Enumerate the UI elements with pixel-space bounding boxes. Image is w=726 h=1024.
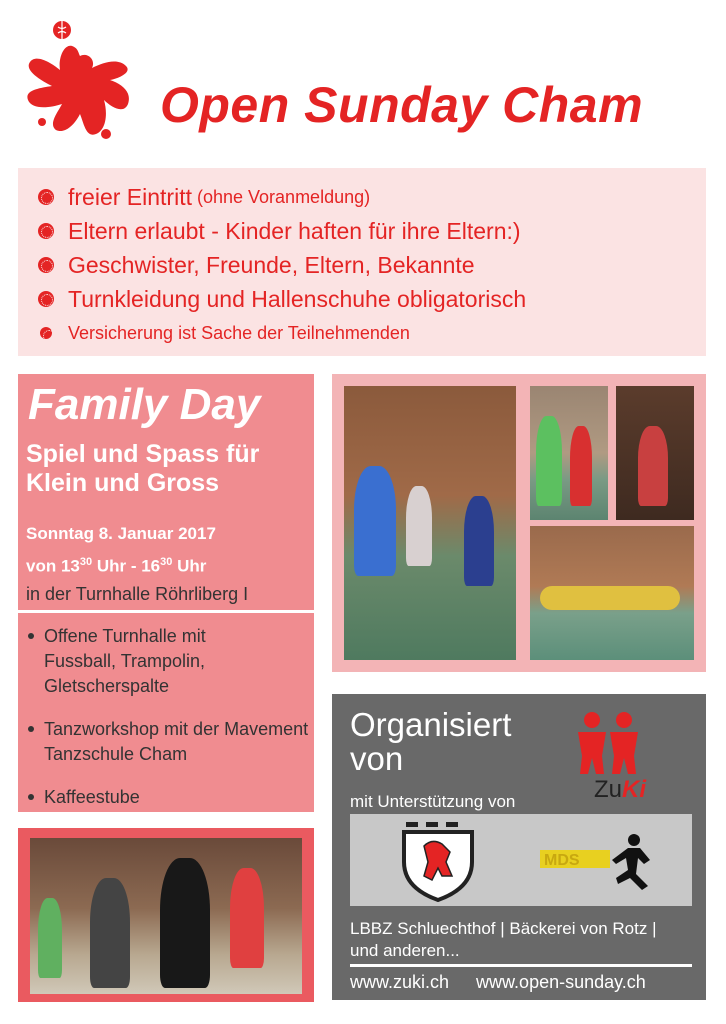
photo-collage [332,374,706,672]
bullet-dot-icon [28,633,34,639]
info-item-sub: (ohne Voranmeldung) [191,186,371,207]
activity-text: Kaffeestube [44,787,140,807]
activity-item [26,717,319,767]
zuki-url-link[interactable]: www.zuki.ch [350,972,450,992]
zuki-logo-text [594,776,646,804]
subtitle-line: Spiel und Spass für [26,440,260,468]
divider [18,610,314,613]
divider [350,964,692,967]
ball-bullet-icon [40,327,52,339]
info-item-siblings [38,248,526,282]
photo-girl-ball [530,386,608,520]
info-box [18,168,706,356]
family-day-subtitle [26,440,259,498]
support-text: mit Unterstützung von [350,792,516,811]
time-text: Uhr - 16 [92,556,161,576]
info-item-small: Versicherung ist Sache der Teilnehmenden [68,322,410,343]
info-item-main: Geschwister, Freunde, Eltern, Bekannte [68,251,475,278]
info-item-parents [38,214,526,248]
zuki-zu: Zu [594,776,623,803]
website-links [350,972,646,993]
title-line: von [350,740,404,777]
subtitle-line: Klein und Gross [26,469,220,497]
zuki-figures-logo-icon [568,708,648,776]
open-sunday-url-link[interactable]: www.open-sunday.ch [476,972,646,992]
sponsor-logos [350,814,692,906]
event-date-time [26,520,216,581]
family-day-title: Family Day [28,380,261,429]
bullet-dot-icon [28,726,34,732]
page-title: Open Sunday Cham [160,77,644,133]
time-sup: 30 [160,556,173,568]
event-date: Sonntag 8. Januar 2017 [26,524,216,543]
sponsor-line: LBBZ Schluechthof | Bäckerei von Rotz | [350,919,657,938]
activity-text: Tanzworkshop mit der Mavement Tanzschule Cham [44,719,309,764]
ball-bullet-icon [38,223,54,239]
event-time [26,548,216,581]
zuki-ki: Ki [622,776,647,803]
svg-text:MDS: MDS [544,852,580,869]
info-item-main: Turnkleidung und Hallenschuhe obligatorisch [68,285,527,312]
ball-bullet-icon [38,291,54,307]
ball-bullet-icon [38,257,54,273]
dance-photo-frame [18,828,314,1002]
activity-item [26,785,319,810]
photo-rope-climb [616,386,694,520]
time-text: von 13 [26,556,80,576]
title-line: Organisiert [350,706,512,743]
info-item-entry [38,180,526,214]
info-list [38,180,526,350]
organiser-panel [332,694,706,1000]
sponsor-names [350,918,656,962]
photo-dance-workshop [30,838,302,994]
red-splash-ball-logo-icon [18,18,148,148]
dance-school-logo-icon [538,830,658,892]
family-day-panel [18,374,314,812]
cham-coat-of-arms-icon [398,822,478,902]
event-location: in der Turnhalle Röhrliberg I [26,584,249,604]
ball-bullet-icon [38,189,54,205]
info-item-clothing [38,282,526,316]
time-text: Uhr [172,556,207,576]
photo-kids-playing [344,386,516,660]
bullet-dot-icon [28,794,34,800]
activity-text: Offene Turnhalle mit Fussball, Trampolin, Gletscherspalte [44,626,206,696]
activity-list [26,624,319,828]
info-item-insurance [38,316,526,350]
info-item-main: Eltern erlaubt - Kinder haften für ihre Eltern:) [68,217,521,244]
sponsor-line: und anderen... [350,941,460,960]
photo-group-exercise [530,526,694,660]
time-sup: 30 [79,556,93,568]
info-item-main: freier Eintritt [68,183,192,210]
activity-item [26,624,319,699]
organiser-title [350,708,511,776]
